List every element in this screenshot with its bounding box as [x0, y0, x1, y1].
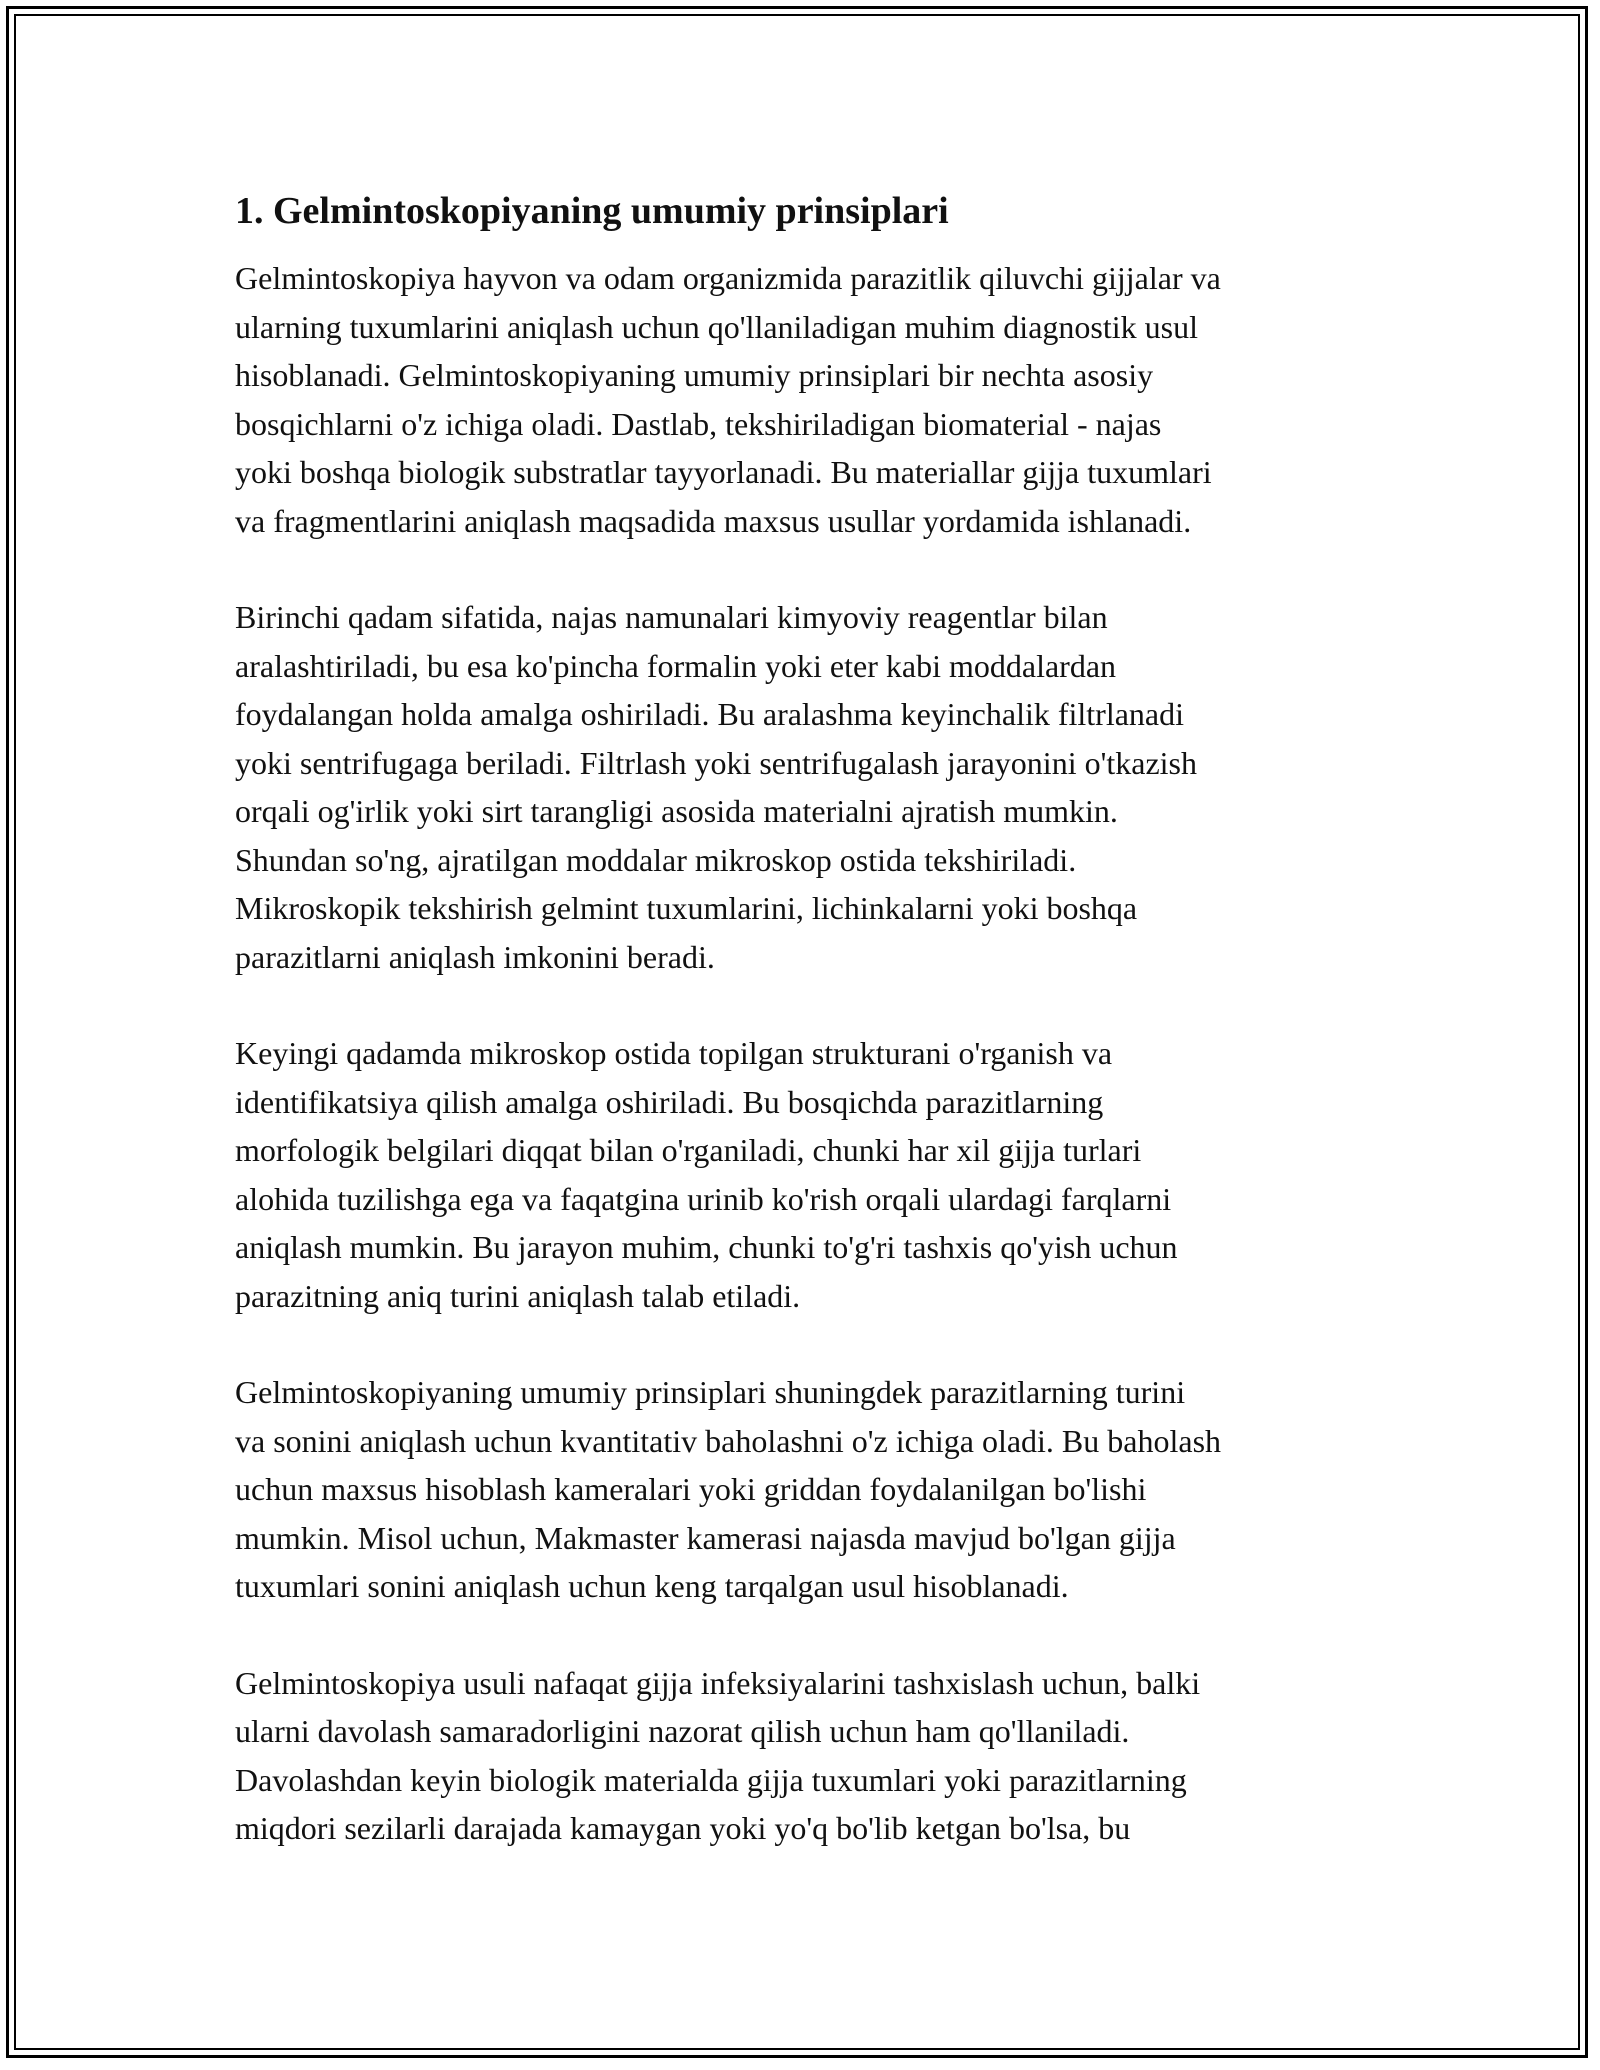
text-line: miqdori sezilarli darajada kamaygan yoki yo'q bo'lib ketgan bo'lsa, bu: [235, 1810, 1131, 1846]
text-line: hisoblanadi. Gelmintoskopiyaning umumiy prinsiplari bir nechta asosiy: [235, 357, 1154, 393]
text-line: uchun maxsus hisoblash kameralari yoki griddan foydalanilgan bo'lishi: [235, 1471, 1147, 1507]
text-line: Mikroskopik tekshirish gelmint tuxumlarini, lichinkalarni yoki boshqa: [235, 890, 1138, 926]
text-line: morfologik belgilari diqqat bilan o'rganiladi, chunki har xil gijja turlari: [235, 1132, 1142, 1168]
text-line: orqali og'irlik yoki sirt tarangligi asosida materialni ajratish mumkin.: [235, 793, 1118, 829]
text-line: Keyingi qadamda mikroskop ostida topilgan strukturani o'rganish va: [235, 1035, 1113, 1071]
text-line: Gelmintoskopiyaning umumiy prinsiplari shuningdek parazitlarning turini: [235, 1374, 1186, 1410]
text-line: va sonini aniqlash uchun kvantitativ baholashni o'z ichiga oladi. Bu baholash: [235, 1422, 1222, 1459]
text-line: identifikatsiya qilish amalga oshiriladi. Bu bosqichda parazitlarning: [235, 1083, 1104, 1120]
paragraph-list: [235, 254, 1375, 1853]
text-line: mumkin. Misol uchun, Makmaster kamerasi najasda mavjud bo'lgan gijja: [235, 1519, 1176, 1556]
text-line: yoki boshqa biologik substratlar tayyorlanadi. Bu materiallar gijja tuxumlari: [235, 454, 1212, 490]
text-line: parazitlarni aniqlash imkonini beradi.: [235, 938, 715, 975]
text-line: ularning tuxumlarini aniqlash uchun qo'llaniladigan muhim diagnostik usul: [235, 308, 1198, 345]
text-line: parazitning aniq turini aniqlash talab etiladi.: [235, 1277, 801, 1314]
section-heading: 1. Gelmintoskopiyaning umumiy prinsiplari: [235, 190, 949, 232]
text-line: alohida tuzilishga ega va faqatgina urinib ko'rish orqali ulardagi farqlarni: [235, 1180, 1172, 1217]
text-line: Birinchi qadam sifatida, najas namunalari kimyoviy reagentlar bilan: [235, 599, 1108, 635]
text-line: va fragmentlarini aniqlash maqsadida maxsus usullar yordamida ishlanadi.: [235, 502, 1192, 539]
paragraph-2: [235, 593, 1375, 981]
text-line: aniqlash mumkin. Bu jarayon muhim, chunki to'g'ri tashxis qo'yish uchun: [235, 1229, 1178, 1265]
paragraph-4: [235, 1368, 1375, 1611]
text-line: aralashtiriladi, bu esa ko'pincha formalin yoki eter kabi moddalardan: [235, 647, 1117, 684]
text-line: Shundan so'ng, ajratilgan moddalar mikroskop ostida tekshiriladi.: [235, 841, 1077, 878]
paragraph-5: [235, 1659, 1375, 1853]
text-line: Davolashdan keyin biologik materialda gijja tuxumlari yoki parazitlarning: [235, 1761, 1187, 1798]
paragraph-3: [235, 1029, 1375, 1320]
text-line: Gelmintoskopiya usuli nafaqat gijja infeksiyalarini tashxislash uchun, balki: [235, 1664, 1201, 1701]
document-body: [235, 186, 1375, 1901]
text-line: bosqichlarni o'z ichiga oladi. Dastlab, tekshiriladigan biomaterial - najas: [235, 405, 1162, 442]
text-line: tuxumlari sonini aniqlash uchun keng tarqalgan usul hisoblanadi.: [235, 1568, 1069, 1604]
text-line: yoki sentrifugaga beriladi. Filtrlash yoki sentrifugalash jarayonini o'tkazish: [235, 744, 1197, 781]
text-line: ularni davolash samaradorligini nazorat qilish uchun ham qo'llaniladi.: [235, 1713, 1130, 1749]
text-line: Gelmintoskopiya hayvon va odam organizmida parazitlik qiluvchi gijjalar va: [235, 260, 1221, 296]
text-line: foydalangan holda amalga oshiriladi. Bu aralashma keyinchalik filtrlanadi: [235, 696, 1185, 732]
paragraph-1: [235, 254, 1375, 545]
